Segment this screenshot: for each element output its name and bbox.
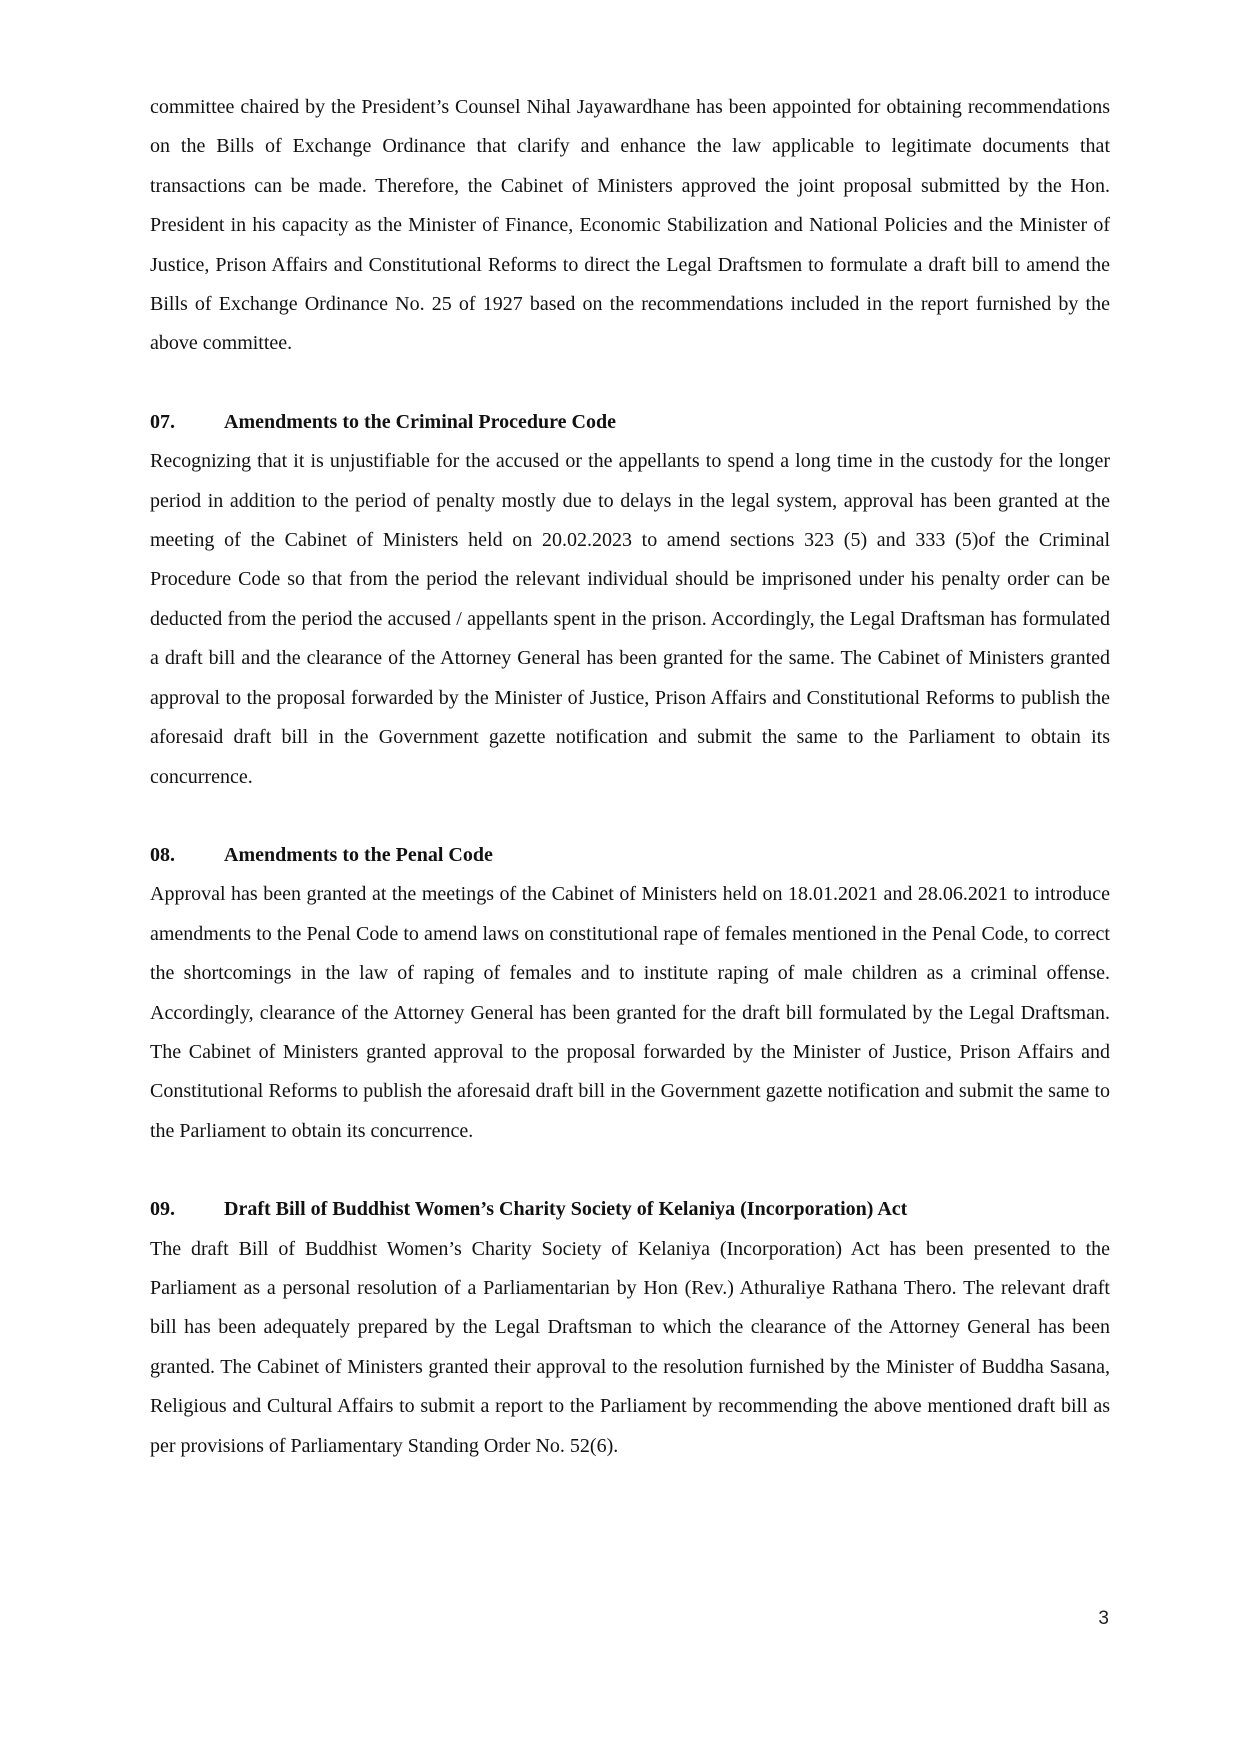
section-heading xyxy=(150,1190,1110,1229)
page-number: 3 xyxy=(1098,1608,1109,1629)
section-body: Approval has been granted at the meetings of the Cabinet of Ministers held on 18.01.2021 and 28.06.2021 to introduce amendments to the Penal Code to amend laws on constitutional rape of females mentioned in the Penal Code, to correct the shortcomings in the law of raping of females and to institute raping of male children as a criminal offense. Accordingly, clearance of the Attorney General has been granted for the draft bill formulated by the Legal Draftsman. The Cabinet of Ministers granted approval to the proposal forwarded by the Minister of Justice, Prison Affairs and Constitutional Reforms to publish the aforesaid draft bill in the Government gazette notification and submit the same to the Parliament to obtain its concurrence. xyxy=(150,883,1110,1142)
section-title: Amendments to the Penal Code xyxy=(224,843,493,866)
document-page xyxy=(150,88,1110,1466)
section-number: 07. xyxy=(150,410,175,433)
section-07 xyxy=(150,403,1110,797)
section-number: 08. xyxy=(150,843,175,866)
section-heading xyxy=(150,836,1110,875)
section-09 xyxy=(150,1190,1110,1466)
section-body: The draft Bill of Buddhist Women’s Charity Society of Kelaniya (Incorporation) Act has been presented to the Parliament as a personal resolution of a Parliamentarian by Hon (Rev.) Athuraliye Rathana Thero. The relevant draft bill has been adequately prepared by the Legal Draftsman to which the clearance of the Attorney General has been granted. The Cabinet of Ministers granted their approval to the resolution furnished by the Minister of Buddha Sasana, Religious and Cultural Affairs to submit a report to the Parliament by recommending the above mentioned draft bill as per provisions of Parliamentary Standing Order No. 52(6). xyxy=(150,1237,1110,1457)
section-number: 09. xyxy=(150,1198,175,1221)
intro-paragraph: committee chaired by the President’s Counsel Nihal Jayawardhane has been appointed for obtaining recommendations on the Bills of Exchange Ordinance that clarify and enhance the law applicable to legitimate documents that transactions can be made. Therefore, the Cabinet of Ministers approved the joint proposal submitted by the Hon. President in his capacity as the Minister of Finance, Economic Stabilization and National Policies and the Minister of Justice, Prison Affairs and Constitutional Reforms to direct the Legal Draftsmen to formulate a draft bill to amend the Bills of Exchange Ordinance No. 25 of 1927 based on the recommendations included in the report furnished by the above committee. xyxy=(150,96,1110,355)
section-body: Recognizing that it is unjustifiable for the accused or the appellants to spend a long time in the custody for the longer period in addition to the period of penalty mostly due to delays in the legal system, approval has been granted at the meeting of the Cabinet of Ministers held on 20.02.2023 to amend sections 323 (5) and 333 (5)of the Criminal Procedure Code so that from the period the relevant individual should be imprisoned under his penalty order can be deducted from the period the accused / appellants spent in the prison. Accordingly, the Legal Draftsman has formulated a draft bill and the clearance of the Attorney General has been granted for the same. The Cabinet of Ministers granted approval to the proposal forwarded by the Minister of Justice, Prison Affairs and Constitutional Reforms to publish the aforesaid draft bill in the Government gazette notification and submit the same to the Parliament to obtain its concurrence. xyxy=(150,450,1110,788)
section-title: Amendments to the Criminal Procedure Code xyxy=(224,410,616,433)
section-title: Draft Bill of Buddhist Women’s Charity Society of Kelaniya (Incorporation) Act xyxy=(224,1198,908,1221)
section-heading xyxy=(150,403,1110,442)
section-08 xyxy=(150,836,1110,1151)
